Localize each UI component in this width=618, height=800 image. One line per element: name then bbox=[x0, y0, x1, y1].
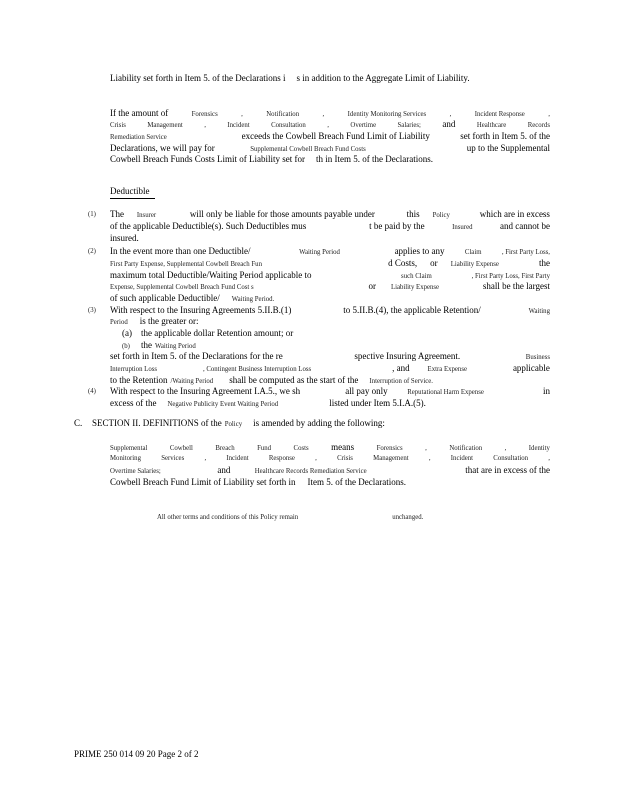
text-run: spective Insuring Agreement. bbox=[354, 351, 461, 362]
text-run: Waiting Period bbox=[155, 342, 196, 350]
paragraph bbox=[110, 73, 550, 85]
text-line bbox=[122, 328, 550, 340]
text-run: , bbox=[322, 110, 325, 118]
text-run: Healthcare bbox=[476, 122, 507, 130]
item-number: (1) bbox=[88, 211, 96, 219]
text-run: is the greater or: bbox=[139, 316, 199, 327]
text-run: With respect to the Insuring Agreement I.A.5., we sh bbox=[110, 386, 301, 397]
text-gap bbox=[281, 405, 326, 406]
text-line bbox=[110, 270, 550, 282]
text-run: of such applicable Deductible/ bbox=[110, 292, 220, 303]
text-run: , bbox=[315, 455, 317, 463]
text-gap bbox=[185, 472, 193, 473]
text-run: in bbox=[542, 386, 550, 397]
text-gap bbox=[298, 484, 304, 485]
text-run: , First Party Loss, bbox=[501, 249, 550, 257]
text-line bbox=[110, 233, 550, 245]
text-run: Consultation bbox=[271, 122, 306, 130]
text-gap bbox=[502, 312, 508, 313]
heading bbox=[110, 181, 550, 199]
text-run: Policy bbox=[224, 420, 243, 428]
text-run: First Party Expense, Supplemental Cowbell Breach Fun bbox=[110, 260, 262, 268]
text-gap bbox=[197, 138, 211, 139]
text-run: Incident bbox=[227, 122, 250, 130]
text-line bbox=[110, 108, 550, 120]
text-gap bbox=[159, 405, 164, 406]
list-item bbox=[88, 304, 550, 328]
text-run: that are in excess of the bbox=[465, 464, 550, 475]
text-run: Salaries; bbox=[397, 122, 421, 130]
text-run: Identity Monitoring Services bbox=[347, 110, 427, 118]
text-run: , bbox=[548, 455, 550, 463]
text-line bbox=[110, 465, 550, 477]
text-run: Incident bbox=[226, 455, 249, 463]
text-gap bbox=[388, 216, 394, 217]
text-run: Declarations, we will pay for bbox=[110, 142, 215, 153]
text-run: , and bbox=[392, 363, 410, 374]
text-run: , bbox=[428, 455, 431, 463]
text-gap bbox=[216, 382, 226, 383]
text-run: set forth in Item 5. of the bbox=[460, 131, 550, 142]
text-run: and bbox=[442, 119, 456, 130]
text-gap bbox=[271, 253, 279, 254]
item-number: (2) bbox=[88, 248, 96, 256]
text-line bbox=[110, 246, 550, 258]
text-line bbox=[92, 418, 550, 430]
text-run: Insurer bbox=[136, 212, 157, 220]
text-gap bbox=[454, 288, 468, 289]
item-number: (3) bbox=[88, 306, 96, 314]
text-gap bbox=[312, 312, 322, 313]
text-run: Response bbox=[268, 455, 295, 463]
text-gap bbox=[401, 150, 431, 151]
text-run: , bbox=[204, 455, 207, 463]
text-run: Incident Response bbox=[474, 110, 525, 118]
text-line bbox=[157, 512, 550, 524]
text-run: such Claim bbox=[401, 272, 432, 280]
item-number: (b) bbox=[122, 342, 130, 350]
text-line bbox=[122, 340, 550, 352]
text-line bbox=[110, 316, 550, 328]
text-run: Management bbox=[373, 455, 409, 463]
text-run: Reputational Harm Expense bbox=[407, 389, 484, 397]
text-line bbox=[110, 258, 550, 270]
text-gap bbox=[329, 370, 374, 371]
text-run: set forth in Item 5. of the Declarations for the re bbox=[110, 351, 283, 362]
text-run: Breach bbox=[215, 444, 235, 452]
text-gap bbox=[360, 253, 374, 254]
text-run: all pay only bbox=[345, 386, 388, 397]
text-run: applicable bbox=[512, 363, 550, 374]
text-gap bbox=[391, 472, 441, 473]
text-run: Costs bbox=[293, 444, 309, 452]
text-run: and bbox=[217, 464, 231, 475]
list-item bbox=[88, 209, 550, 244]
text-run: Period bbox=[110, 319, 128, 327]
document-body bbox=[74, 73, 550, 524]
text-run: The bbox=[110, 209, 124, 220]
text-run: Waiting Period. bbox=[231, 295, 275, 303]
text-line bbox=[110, 386, 550, 398]
text-run: Incident bbox=[450, 455, 474, 463]
text-run: Identity bbox=[528, 444, 550, 452]
text-run: Claim bbox=[464, 249, 482, 257]
text-run: Insured bbox=[452, 223, 473, 231]
text-run: Overtime Salaries; bbox=[110, 467, 161, 475]
text-run: Consultation bbox=[493, 455, 529, 463]
text-run: /Waiting Period bbox=[170, 377, 214, 385]
text-run: Cowbell Breach Funds Costs Limit of Liability set for bbox=[110, 154, 305, 165]
text-run: SECTION II. DEFINITIONS of the bbox=[92, 417, 222, 428]
text-gap bbox=[334, 228, 342, 229]
text-run: means bbox=[331, 441, 355, 452]
text-line bbox=[110, 398, 550, 410]
deductible-heading-text: Deductible bbox=[110, 186, 155, 199]
text-run: which are in excess bbox=[479, 209, 550, 220]
text-run: In the event more than one Deductible/ bbox=[110, 246, 251, 257]
sub-item bbox=[122, 328, 550, 340]
text-line bbox=[110, 281, 550, 293]
text-run: Expense, Supplemental Cowbell Breach Fund Cost s bbox=[110, 284, 254, 292]
text-run: , First Party Loss, First Party bbox=[471, 272, 550, 280]
text-run: Item 5. of the Declarations. bbox=[307, 476, 406, 487]
text-run: this bbox=[406, 209, 420, 220]
list-item bbox=[88, 386, 550, 409]
text-run: listed under Item 5.I.A.(5). bbox=[329, 398, 426, 409]
text-run: the bbox=[539, 257, 550, 268]
text-run: Interruption of Service. bbox=[369, 377, 434, 385]
text-run: With respect to the Insuring Agreements 5.II.B.(1) bbox=[110, 304, 292, 315]
text-run: Crisis bbox=[110, 122, 126, 130]
text-run: will only be liable for those amounts payable under bbox=[189, 209, 375, 220]
text-run: t be paid by the bbox=[369, 220, 425, 231]
text-run: to 5.II.B.(4), the applicable Retention/ bbox=[343, 304, 481, 315]
text-run: , bbox=[327, 122, 329, 130]
text-run: excess of the bbox=[110, 398, 157, 409]
text-gap bbox=[489, 358, 497, 359]
text-gap bbox=[175, 370, 185, 371]
text-run: Supplemental Cowbell Breach Fund Costs bbox=[250, 145, 366, 153]
text-run: , bbox=[241, 110, 243, 118]
text-gap bbox=[275, 265, 375, 266]
text-run: and cannot be bbox=[499, 220, 550, 231]
text-run: Liability Expense bbox=[450, 260, 499, 268]
sub-item bbox=[122, 340, 550, 352]
text-line bbox=[110, 442, 550, 454]
text-run: , bbox=[504, 444, 507, 452]
text-line bbox=[110, 73, 550, 85]
section-heading bbox=[74, 417, 550, 430]
text-run: insured. bbox=[110, 232, 139, 243]
text-line bbox=[110, 209, 550, 221]
text-run: s in addition to the Aggregate Limit of Liability. bbox=[296, 73, 470, 83]
text-gap bbox=[312, 358, 326, 359]
text-line bbox=[110, 154, 550, 166]
text-run: All other terms and conditions of this Policy remain bbox=[157, 514, 299, 522]
text-line bbox=[110, 119, 550, 131]
text-run: Records bbox=[527, 122, 550, 130]
text-line bbox=[110, 131, 550, 143]
text-run: , Contingent Business Interruption Loss bbox=[202, 366, 312, 374]
text-run: Interruption Loss bbox=[110, 366, 158, 374]
text-run: Supplemental bbox=[110, 444, 148, 452]
text-run: or bbox=[430, 257, 438, 268]
text-gap bbox=[503, 393, 523, 394]
text-run: Business bbox=[525, 354, 550, 362]
text-run: Monitoring bbox=[110, 455, 141, 463]
text-run: , bbox=[204, 122, 206, 130]
text-run: unchanged. bbox=[392, 514, 424, 522]
text-gap bbox=[301, 518, 389, 519]
text-line bbox=[110, 293, 550, 305]
text-run: Liability Expense bbox=[390, 284, 440, 292]
text-run: exceeds the Cowbell Breach Fund Limit of Liability bbox=[241, 131, 430, 142]
text-run: Notification bbox=[449, 444, 483, 452]
text-run: Crisis bbox=[337, 455, 353, 463]
text-run: Cowbell bbox=[169, 444, 193, 452]
paragraph bbox=[110, 108, 550, 166]
text-run: Liability set forth in Item 5. of the Declarations i bbox=[110, 73, 286, 83]
text-run: Fund bbox=[257, 444, 272, 452]
text-run: Waiting bbox=[528, 307, 550, 315]
text-run: the applicable dollar Retention amount; or bbox=[141, 328, 294, 338]
text-run: , bbox=[425, 444, 427, 452]
text-gap bbox=[131, 323, 137, 324]
text-run: is amended by adding the following: bbox=[253, 417, 385, 428]
continuation bbox=[110, 351, 550, 386]
text-run: Waiting Period bbox=[299, 249, 340, 257]
item-number: (a) bbox=[122, 328, 132, 338]
text-run: shall be the largest bbox=[482, 281, 550, 292]
text-run: to the Retention bbox=[110, 374, 168, 385]
text-run: of the applicable Deductible(s). Such Deductibles mus bbox=[110, 220, 307, 231]
text-run: , bbox=[449, 110, 452, 118]
text-run: Notification bbox=[266, 110, 300, 118]
closing-line bbox=[157, 512, 550, 524]
text-run: maximum total Deductible/Waiting Period applicable to bbox=[110, 269, 312, 280]
text-line bbox=[110, 375, 550, 387]
text-run: Forensics bbox=[376, 444, 403, 452]
item-number: (4) bbox=[88, 388, 96, 396]
text-gap bbox=[269, 288, 354, 289]
text-line bbox=[110, 363, 550, 375]
text-run: If the amount of bbox=[110, 107, 169, 118]
text-gap bbox=[463, 216, 467, 217]
text-gap bbox=[169, 216, 177, 217]
page-footer: PRIME 250 014 09 20 Page 2 of 2 bbox=[74, 749, 199, 759]
text-run: applies to any bbox=[394, 246, 445, 257]
text-run: Remediation Service bbox=[110, 134, 167, 142]
text-run: Management bbox=[147, 122, 183, 130]
text-run: Cowbell Breach Fund Limit of Liability set forth in bbox=[110, 476, 296, 487]
text-run: up to the Supplemental bbox=[466, 142, 550, 153]
list-item bbox=[88, 246, 550, 304]
text-line bbox=[110, 305, 550, 317]
text-line bbox=[110, 477, 550, 489]
text-gap bbox=[361, 382, 366, 383]
text-gap bbox=[512, 265, 526, 266]
text-run: Services bbox=[161, 455, 185, 463]
text-gap bbox=[320, 393, 326, 394]
text-run: d Costs, bbox=[388, 257, 418, 268]
paragraph bbox=[110, 442, 550, 489]
text-run: , bbox=[548, 110, 550, 118]
text-line bbox=[110, 143, 550, 155]
text-run: the bbox=[141, 339, 152, 350]
text-gap bbox=[223, 300, 229, 301]
text-run: Negative Publicity Event Waiting Period bbox=[167, 401, 279, 409]
text-gap bbox=[245, 425, 250, 426]
text-run: Policy bbox=[432, 212, 450, 220]
text-run: shall be computed as the start of the bbox=[229, 374, 359, 385]
text-run: th in Item 5. of the Declarations. bbox=[315, 154, 433, 165]
text-run: Overtime bbox=[350, 122, 377, 130]
text-run: Forensics bbox=[191, 110, 218, 118]
text-gap bbox=[288, 80, 293, 81]
text-gap bbox=[308, 161, 313, 162]
text-line bbox=[110, 453, 550, 465]
text-run: Extra Expense bbox=[427, 366, 467, 374]
text-line bbox=[110, 221, 550, 233]
item-number: C. bbox=[74, 417, 83, 428]
text-gap bbox=[351, 277, 361, 278]
text-run: Healthcare Records Remediation Service bbox=[254, 467, 367, 475]
text-gap bbox=[485, 370, 495, 371]
text-line bbox=[110, 351, 550, 363]
text-run: or bbox=[368, 281, 377, 292]
